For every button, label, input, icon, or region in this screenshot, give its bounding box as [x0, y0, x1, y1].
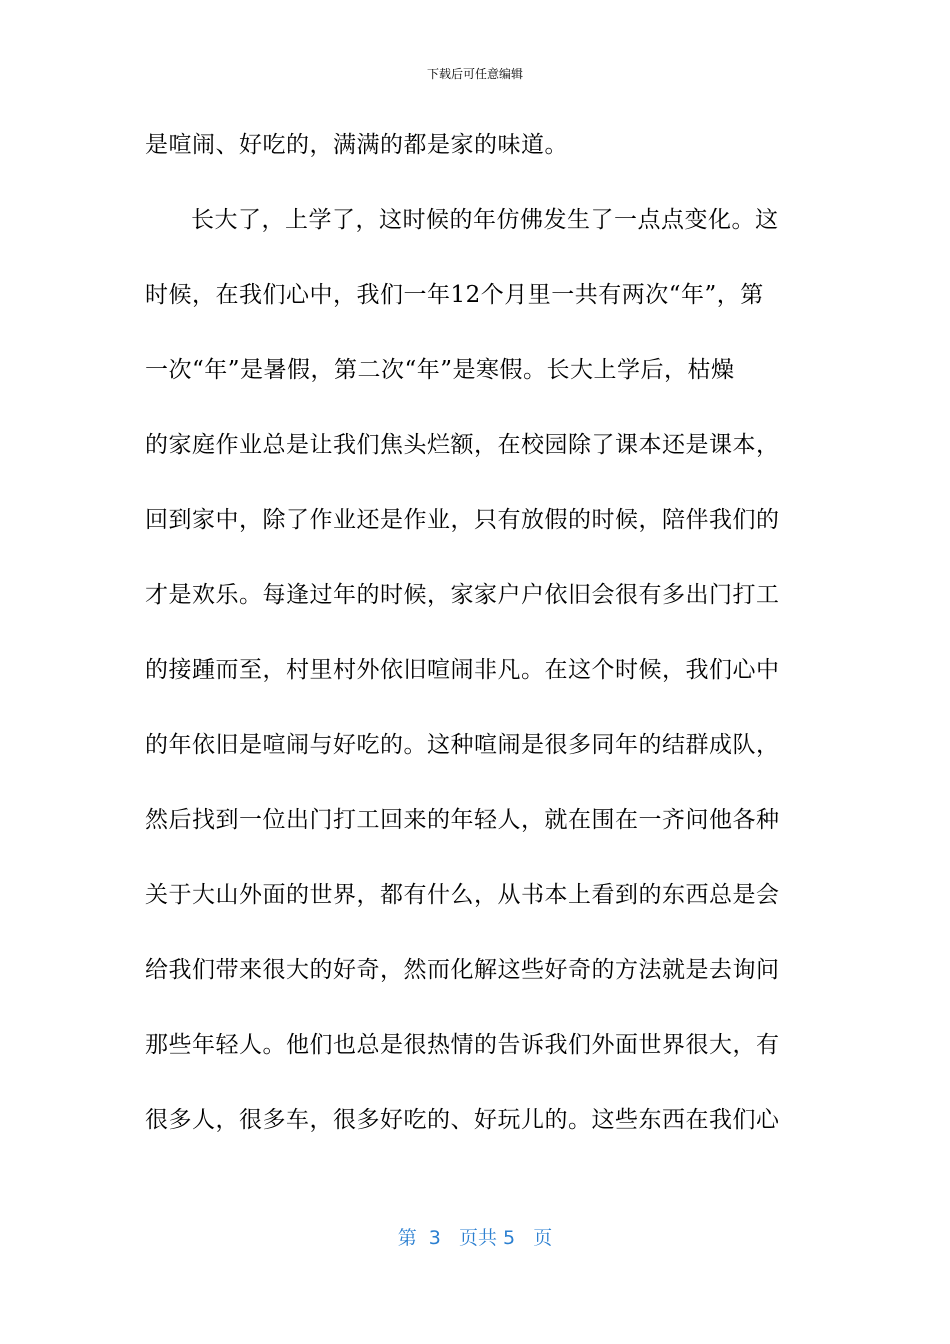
text-line: 的年依旧是喧闹与好吃的。这种喧闹是很多同年的结群成队， — [145, 732, 780, 758]
text-line: 的接踵而至，村里村外依旧喧闹非凡。在这个时候，我们心中 — [145, 657, 780, 683]
text-line: 回到家中，除了作业还是作业，只有放假的时候，陪伴我们的 — [145, 507, 780, 533]
text-line: 那些年轻人。他们也总是很热情的告诉我们外面世界很大，有 — [145, 1032, 780, 1058]
text-line: 是喧闹、好吃的，满满的都是家的味道。 — [145, 132, 568, 158]
text-line: 关于大山外面的世界，都有什么，从书本上看到的东西总是会 — [145, 882, 780, 908]
text-line: 才是欢乐。每逢过年的时候，家家户户依旧会很有多出门打工 — [145, 582, 780, 608]
text-line-paragraph-start: 长大了，上学了，这时候的年仿佛发生了一点点变化。这 — [191, 207, 779, 233]
text-line: 给我们带来很大的好奇，然而化解这些好奇的方法就是去询问 — [145, 957, 780, 983]
page-number-footer: 第 3 页共 5 页 — [397, 1227, 553, 1249]
text-line: 的家庭作业总是让我们焦头烂额，在校园除了课本还是课本， — [145, 432, 780, 458]
text-line: 时候，在我们心中，我们一年12个月里一共有两次“年”，第 — [145, 282, 764, 308]
text-line: 然后找到一位出门打工回来的年轻人，就在围在一齐问他各种 — [145, 807, 780, 833]
page-header: 下载后可任意编辑 — [426, 67, 523, 81]
text-line: 很多人，很多车，很多好吃的、好玩儿的。这些东西在我们心 — [145, 1107, 780, 1133]
text-line: 一次“年”是暑假，第二次“年”是寒假。长大上学后，枯燥 — [145, 357, 735, 383]
document-body — [145, 120, 805, 1170]
